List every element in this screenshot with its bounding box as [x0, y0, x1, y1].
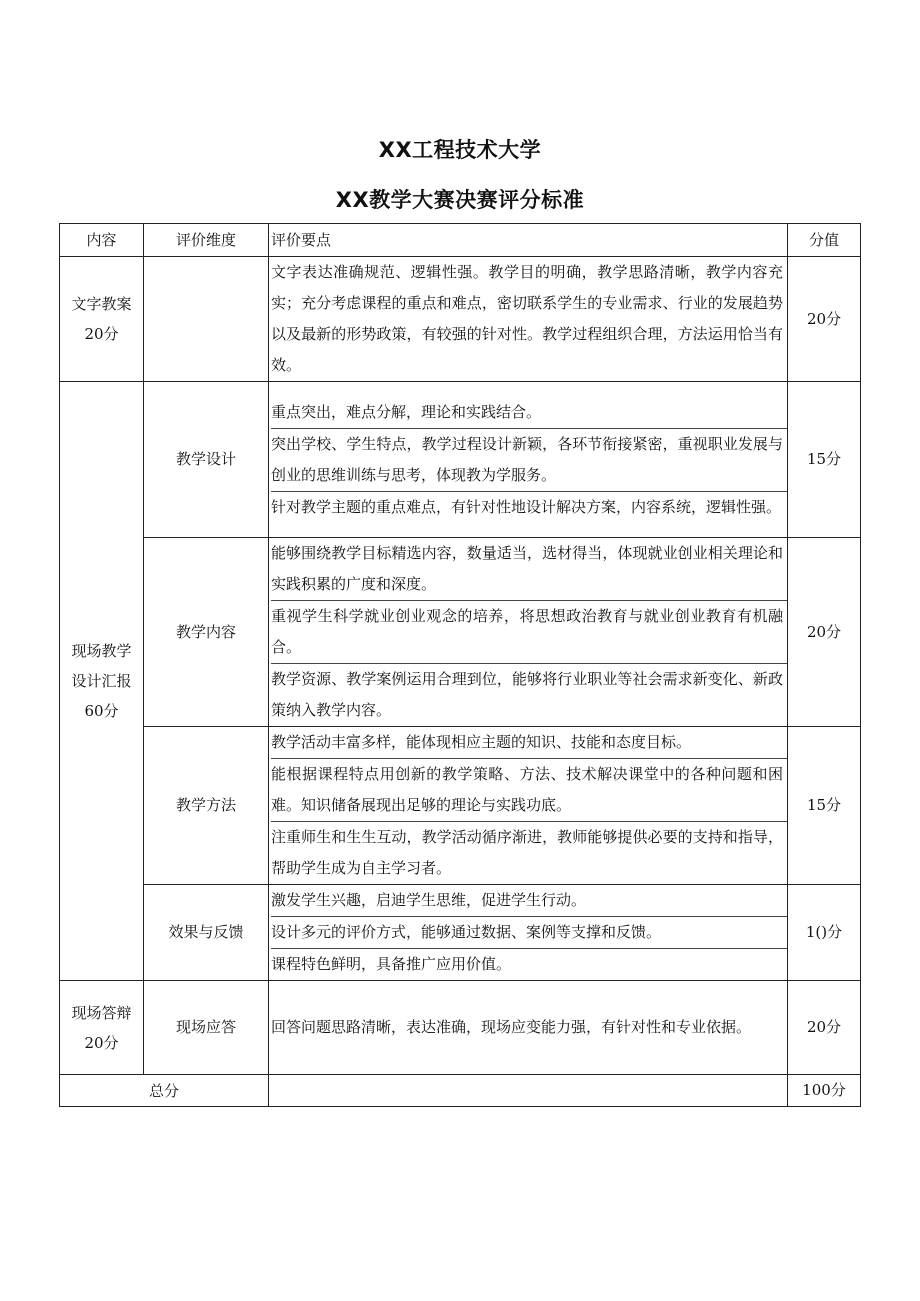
content-points: 20分: [84, 325, 119, 343]
dimension-cell: 效果与反馈: [144, 885, 269, 981]
score-cell: 20分: [788, 257, 861, 382]
dimension-cell: 教学内容: [144, 538, 269, 727]
content-points: 60分: [84, 702, 119, 720]
score-cell: 15分: [788, 727, 861, 885]
dimension-cell: 教学方法: [144, 727, 269, 885]
table-row-teaching-method: [60, 727, 861, 885]
criterion-item: 激发学生兴趣，启迪学生思维，促进学生行动。: [271, 891, 587, 909]
criterion-item: 能够围绕教学目标精选内容，数量适当，选材得当，体现就业创业相关理论和实践积累的广度和深度。: [271, 544, 783, 593]
table-row-total: [60, 1075, 861, 1107]
dimension-cell: 教学设计: [144, 382, 269, 538]
content-cell: [60, 257, 144, 382]
criterion-item: 注重师生和生生互动，教学活动循序渐进，教师能够提供必要的支持和指导，帮助学生成为自主学习者。: [271, 821, 787, 884]
content-points: 20分: [84, 1033, 119, 1052]
content-label: 设计汇报: [71, 672, 132, 690]
table-row-written-plan: [60, 257, 861, 382]
criterion-item: 重点突出，难点分解，理论和实践结合。: [271, 402, 542, 421]
document-subtitle: XX教学大赛决赛评分标准: [335, 188, 585, 212]
points-cell: [269, 885, 788, 981]
content-label: 文字教案: [71, 295, 132, 313]
criterion-item: 重视学生科学就业创业观念的培养，将思想政治教育与就业创业教育有机融合。: [271, 600, 787, 663]
score-cell: 20分: [788, 538, 861, 727]
content-label: 现场教学: [71, 642, 132, 660]
points-cell: [269, 981, 788, 1075]
score-cell: 15分: [788, 382, 861, 538]
dimension-cell: 现场应答: [144, 981, 269, 1075]
scoring-table: [59, 223, 861, 1107]
score-cell: 20分: [788, 981, 861, 1075]
header-dimension: 评价维度: [144, 224, 269, 257]
criterion-item: 能根据课程特点用创新的教学策略、方法、技术解决课堂中的各种问题和困难。知识储备展现出足够的理论与实践功底。: [271, 758, 787, 821]
content-cell: [60, 382, 144, 981]
content-label: 现场答辩: [71, 1003, 132, 1022]
criterion-item: 文字表达准确规范、逻辑性强。教学目的明确，教学思路清晰，教学内容充实；充分考虑课程的重点和难点，密切联系学生的专业需求、行业的发展趋势以及最新的形势政策，有较强的针对性。教学过程组织合理，方法运用恰当有效。: [271, 263, 783, 374]
score-cell: 1()分: [788, 885, 861, 981]
table-header-row: [60, 224, 861, 257]
criterion-item: 针对教学主题的重点难点，有针对性地设计解决方案，内容系统，逻辑性强。: [271, 491, 787, 523]
criterion-item: 教学活动丰富多样，能体现相应主题的知识、技能和态度目标。: [271, 733, 692, 751]
content-cell: [60, 981, 144, 1075]
criterion-item: 设计多元的评价方式，能够通过数据、案例等支撑和反馈。: [271, 916, 787, 948]
criterion-item: 教学资源、教学案例运用合理到位，能够将行业职业等社会需求新变化、新政策纳入教学内容。: [271, 663, 787, 726]
points-cell: [269, 727, 788, 885]
table-row-qa: [60, 981, 861, 1075]
criterion-item: 回答问题思路清晰，表达准确，现场应变能力强，有针对性和专业依据。: [271, 1018, 752, 1036]
criterion-item: 课程特色鲜明，具备推广应用价值。: [271, 948, 787, 980]
dimension-cell: [144, 257, 269, 382]
total-score: 100分: [788, 1075, 861, 1107]
header-score: 分值: [788, 224, 861, 257]
table-row-effect-feedback: [60, 885, 861, 981]
total-points-cell: [269, 1075, 788, 1107]
criterion-item: 突出学校、学生特点，教学过程设计新颖，各环节衔接紧密，重视职业发展与创业的思维训练与思考，体现教为学服务。: [271, 428, 787, 491]
points-cell: [269, 257, 788, 382]
total-label: 总分: [60, 1075, 269, 1107]
header-content: 内容: [60, 224, 144, 257]
table-row-teaching-content: [60, 538, 861, 727]
points-cell: [269, 382, 788, 538]
university-title: XX工程技术大学: [378, 138, 542, 162]
table-row-teaching-design: [60, 382, 861, 538]
points-cell: [269, 538, 788, 727]
header-points: 评价要点: [269, 224, 788, 257]
